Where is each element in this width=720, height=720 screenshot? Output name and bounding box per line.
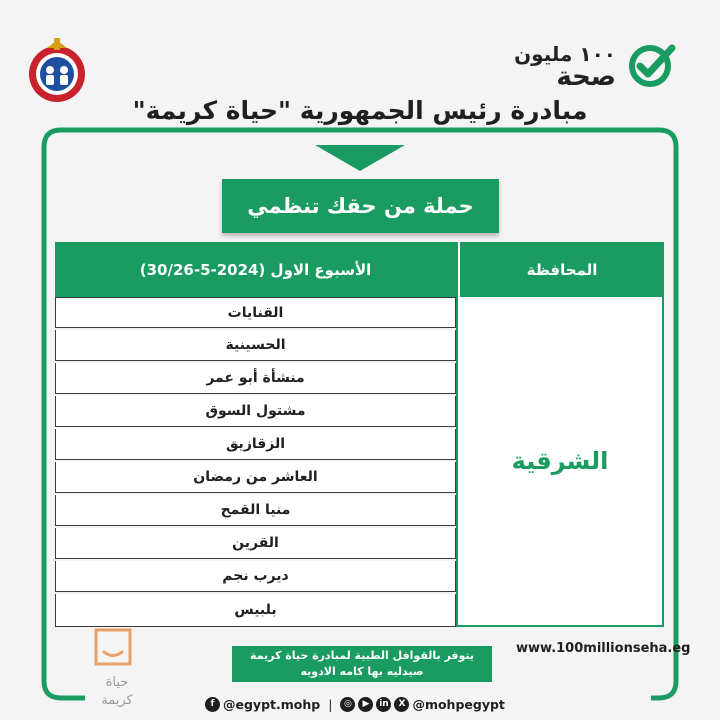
table-row: ديرب نجم (55, 561, 456, 592)
pharmacy-notice (232, 646, 492, 682)
table-row: الحسينية (55, 330, 456, 361)
social-bar (205, 694, 505, 714)
youtube-icon[interactable]: ▶ (358, 697, 373, 712)
notice-line-2: صيدليه بها كامه الادويه (300, 665, 424, 678)
table-row: العاشر من رمضان (55, 462, 456, 493)
table-row: مشتول السوق (55, 396, 456, 427)
divider: | (328, 696, 333, 712)
table-header (55, 242, 664, 297)
website-link[interactable]: www.100millionseha.eg (516, 641, 691, 656)
table-row: القنايات (55, 297, 456, 328)
brand-line-1: ١٠٠ مليون (514, 42, 616, 66)
facebook-handle[interactable]: @egypt.mohp (223, 696, 321, 712)
social-handle[interactable]: @mohpegypt (412, 696, 505, 712)
week-column-header: الأسبوع الاول (2024-5-30/26) (139, 260, 372, 279)
instagram-icon[interactable]: ◎ (340, 697, 355, 712)
governorate-cell: الشرقية (456, 297, 664, 627)
brand-line-2: صحة (556, 62, 616, 92)
svg-text:حياة: حياة (105, 675, 129, 690)
x-icon[interactable]: X (394, 697, 409, 712)
district-rows (55, 297, 458, 627)
page-title: مبادرة رئيس الجمهورية "حياة كريمة" (132, 96, 588, 125)
table-row: منيا القمح (55, 495, 456, 526)
svg-text:كريمة: كريمة (101, 693, 133, 708)
hayat-karima-logo (86, 628, 148, 712)
table-row: القرين (55, 528, 456, 559)
table-row: بلبيس (55, 594, 456, 627)
linkedin-icon[interactable]: in (376, 697, 391, 712)
campaign-title: حملة من حقك تنظمي (222, 179, 499, 233)
check-icon (626, 42, 676, 88)
facebook-icon[interactable]: f (205, 697, 220, 712)
governorate-column-header: المحافظة (458, 242, 664, 297)
notice-line-1: يتوفر بالقوافل الطبية لمبادرة حياة كريمة (249, 649, 475, 662)
table-row: الزقازيق (55, 429, 456, 460)
brand-100-million-seha (514, 40, 676, 92)
districts-table (55, 242, 664, 627)
table-row: منشأة أبو عمر (55, 363, 456, 394)
